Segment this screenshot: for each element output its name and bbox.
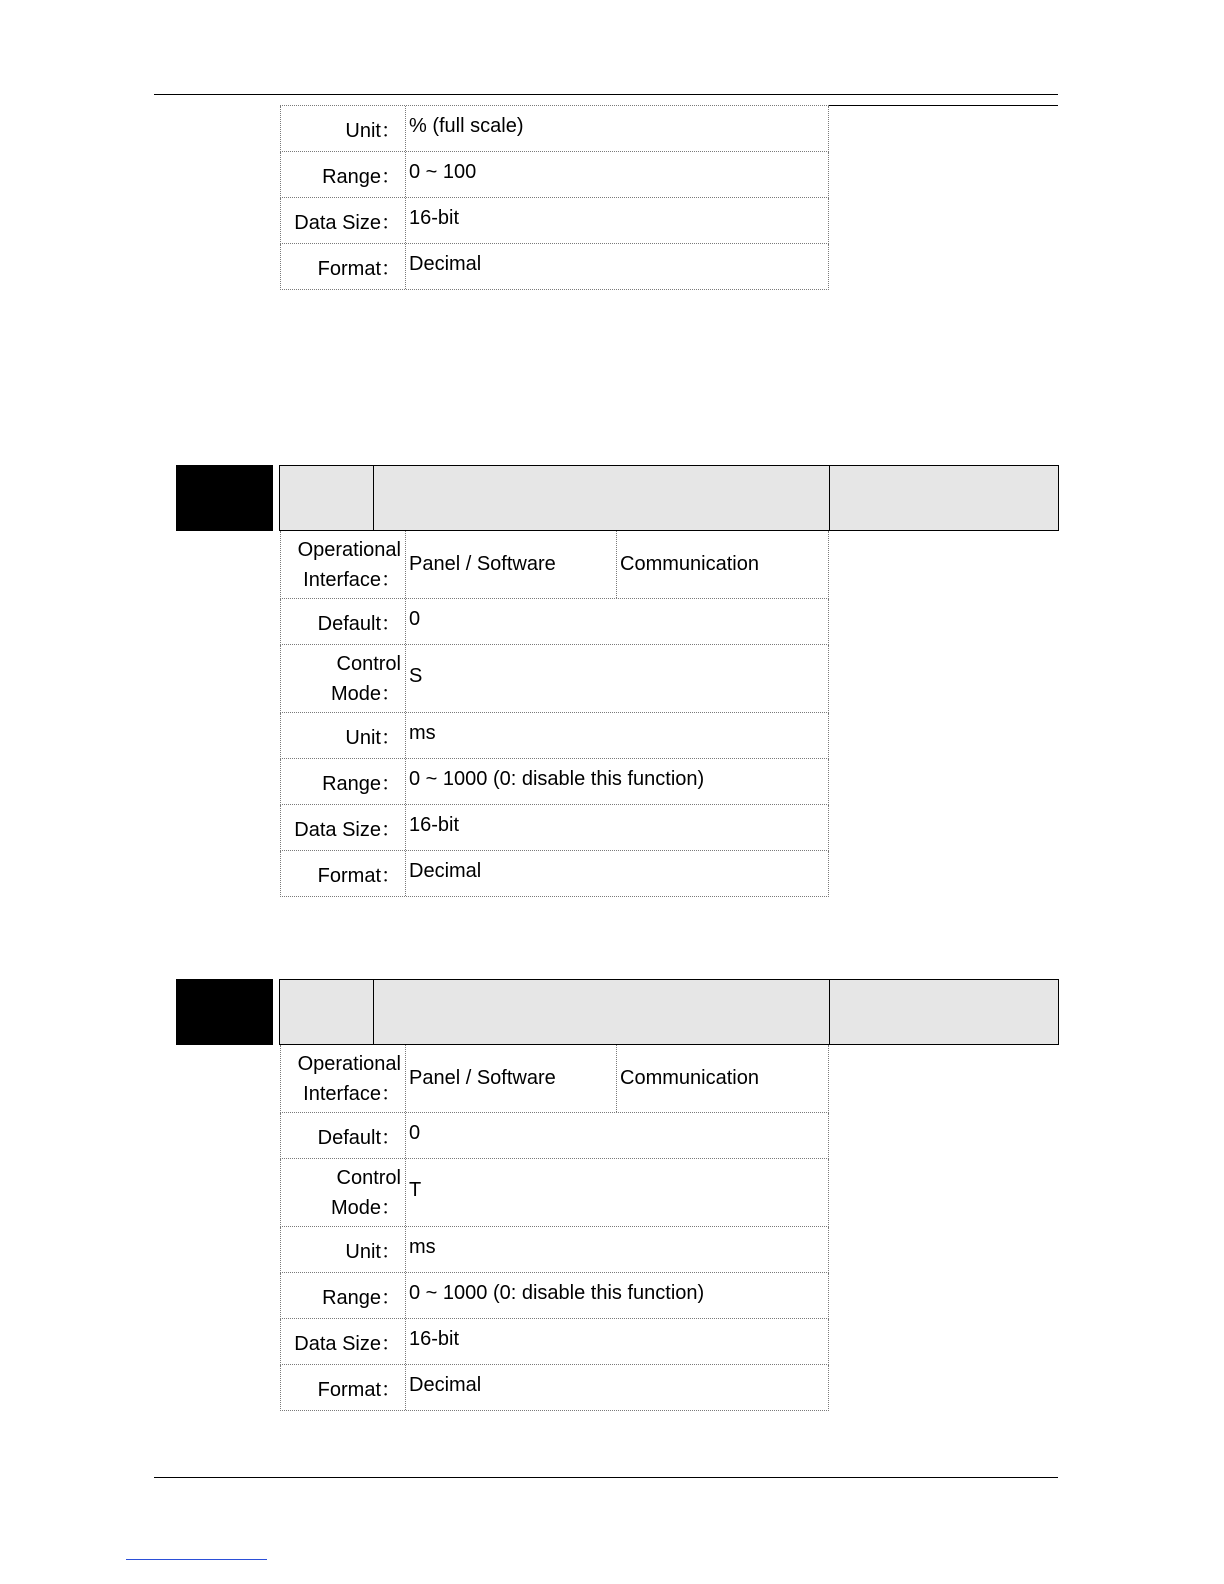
param-header-bar [279,979,1059,1045]
format-value: Decimal [409,1374,482,1396]
interface-label-line1: Operational [297,538,401,561]
table-row [280,759,829,805]
interface-panel: Panel / Software [406,531,617,598]
interface-label-line2: Interface： [303,568,401,591]
table-row [280,106,829,152]
interface-label [281,531,406,598]
data-size-label: Data Size： [281,198,406,243]
table-row [280,244,829,290]
default-label: Default： [281,599,406,644]
unit-value: % (full scale) [409,115,524,137]
format-value: Decimal [409,253,482,275]
format-label: Format： [281,851,406,896]
range-label: Range： [281,1273,406,1318]
table-row [280,531,829,599]
param-header-cell [280,980,374,1044]
param-code-block [176,979,273,1045]
table-row [280,1045,829,1113]
table-row [280,1113,829,1159]
header-subrule [829,105,1058,106]
control-mode-value: S [409,665,423,687]
param-header-cell [280,466,374,530]
unit-value: ms [409,1236,436,1258]
range-label: Range： [281,152,406,197]
control-mode-label [281,645,406,712]
table-row [280,198,829,244]
param-code-block [176,465,273,531]
data-size-value: 16-bit [409,814,460,836]
default-label: Default： [281,1113,406,1158]
table-row [280,1365,829,1411]
interface-communication: Communication [620,553,759,575]
interface-label-line2: Interface： [303,1082,401,1105]
format-value: Decimal [409,860,482,882]
table-row [280,713,829,759]
param-header-cell [830,466,1058,530]
param-table [280,531,829,897]
interface-panel: Panel / Software [406,1045,617,1112]
control-label-line2: Mode： [330,682,401,705]
unit-value: ms [409,722,436,744]
param-table-continued [280,105,829,290]
param-header-cell [830,980,1058,1044]
interface-communication: Communication [620,1067,759,1089]
interface-values [406,531,828,598]
unit-label: Unit： [281,106,406,151]
default-value: 0 [409,608,421,630]
range-value: 0 ~ 100 [409,161,477,183]
range-value: 0 ~ 1000 (0: disable this function) [409,1282,705,1304]
interface-label-line1: Operational [297,1052,401,1075]
interface-label [281,1045,406,1112]
footer-rule [154,1477,1058,1478]
data-size-value: 16-bit [409,1328,460,1350]
table-row [280,152,829,198]
data-size-label: Data Size： [281,805,406,850]
control-mode-value: T [409,1179,422,1201]
format-label: Format： [281,1365,406,1410]
table-row [280,645,829,713]
data-size-label: Data Size： [281,1319,406,1364]
interface-values [406,1045,828,1112]
data-size-value: 16-bit [409,207,460,229]
param-header-cell [374,980,830,1044]
range-value: 0 ~ 1000 (0: disable this function) [409,768,705,790]
control-mode-label [281,1159,406,1226]
control-label-line1: Control [336,652,401,675]
unit-label: Unit： [281,713,406,758]
param-table [280,1045,829,1411]
param-header-cell [374,466,830,530]
format-label: Format： [281,244,406,289]
range-label: Range： [281,759,406,804]
table-row [280,1273,829,1319]
control-label-line1: Control [336,1166,401,1189]
control-label-line2: Mode： [330,1196,401,1219]
param-header-bar [279,465,1059,531]
footer-link-underline[interactable] [126,1559,267,1560]
table-row [280,1159,829,1227]
default-value: 0 [409,1122,421,1144]
table-row [280,805,829,851]
unit-label: Unit： [281,1227,406,1272]
table-row [280,1319,829,1365]
table-row [280,1227,829,1273]
table-row [280,851,829,897]
table-row [280,599,829,645]
header-rule [154,94,1058,95]
